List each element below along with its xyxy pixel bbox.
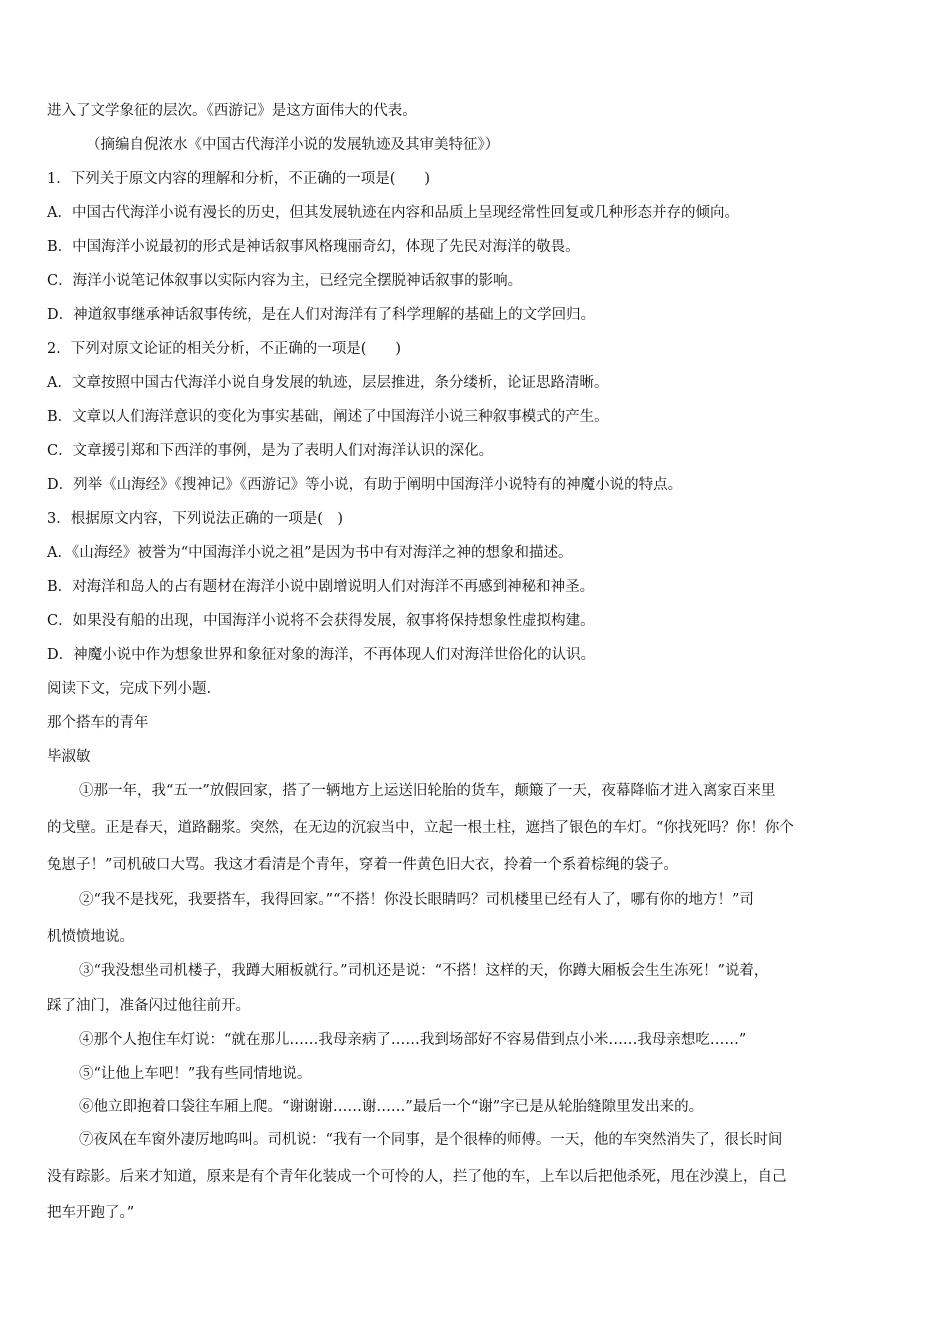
story-line: 的戈壁。正是春天，道路翻浆。突然，在无边的沉寂当中，立起一根土柱，遮挡了银色的车灯。“你找死吗？你！你个 xyxy=(47,820,794,836)
story-line: 没有踪影。后来才知道，原来是有个青年化装成一个可怜的人，拦了他的车，上车以后把他杀死，甩在沙漠上，自己 xyxy=(47,1169,787,1185)
question-option: A．文章按照中国古代海洋小说自身发展的轨迹，层层推进，条分缕析，论证思路清晰。 xyxy=(47,375,609,391)
reading-instruction: 阅读下文，完成下列小题. xyxy=(47,681,212,697)
question-option: D．列举《山海经》《搜神记》《西游记》等小说，有助于阐明中国海洋小说特有的神魔小说的特点。 xyxy=(47,477,683,493)
question-option: B．文章以人们海洋意识的变化为事实基础，阐述了中国海洋小说三种叙事模式的产生。 xyxy=(47,409,609,425)
question-option: C．海洋小说笔记体叙事以实际内容为主，已经完全摆脱神话叙事的影响。 xyxy=(47,273,523,289)
story-line: 兔崽子！”司机破口大骂。我这才看清是个青年，穿着一件黄色旧大衣，拎着一个系着棕绳的袋子。 xyxy=(47,857,678,873)
story-line: 把车开跑了。” xyxy=(47,1205,135,1221)
story-line: ⑤“让他上车吧！”我有些同情地说。 xyxy=(79,1066,312,1082)
story-line: 机愤愤地说。 xyxy=(47,929,134,945)
question-stem: 3．根据原文内容，下列说法正确的一项是( ) xyxy=(47,511,344,527)
question-option: B．对海洋和岛人的占有题材在海洋小说中剧增说明人们对海洋不再感到神秘和神圣。 xyxy=(47,579,595,595)
source-citation: （摘编自倪浓水《中国古代海洋小说的发展轨迹及其审美特征》） xyxy=(86,137,500,153)
question-stem: 1．下列关于原文内容的理解和分析，不正确的一项是( ) xyxy=(47,171,431,187)
intro-text: 进入了文学象征的层次。《西游记》是这方面伟大的代表。 xyxy=(47,103,417,119)
question-option: B．中国海洋小说最初的形式是神话叙事风格瑰丽奇幻，体现了先民对海洋的敬畏。 xyxy=(47,239,580,255)
story-line: ①那一年，我“五一”放假回家，搭了一辆地方上运送旧轮胎的货车，颠簸了一天，夜幕降临才进入离家百来里 xyxy=(79,783,776,799)
question-option: A．中国古代海洋小说有漫长的历史，但其发展轨迹在内容和品质上呈现经常性回复或几种形态并存的倾向。 xyxy=(47,205,739,221)
story-line: ②“我不是找死，我要搭车，我得回家。”“不搭！你没长眼睛吗？司机楼里已经有人了，哪有你的地方！”司 xyxy=(79,892,754,908)
question-option: D．神道叙事继承神话叙事传统，是在人们对海洋有了科学理解的基础上的文学回归。 xyxy=(47,307,596,323)
question-stem: 2．下列对原文论证的相关分析，不正确的一项是( ) xyxy=(47,341,402,357)
story-line: ⑥他立即抱着口袋往车厢上爬。“谢谢谢……谢……”最后一个“谢”字已是从轮胎缝隙里发出来的。 xyxy=(79,1099,704,1115)
question-option: D．神魔小说中作为想象世界和象征对象的海洋，不再体现人们对海洋世俗化的认识。 xyxy=(47,647,596,663)
story-line: ⑦夜风在车窗外凄厉地呜叫。司机说：“我有一个同事，是个很棒的师傅。一天，他的车突然消失了，很长时间 xyxy=(79,1132,783,1148)
story-line: ④那个人抱住车灯说：“就在那儿……我母亲病了……我到场部好不容易借到点小米……我母亲想吃……” xyxy=(79,1032,747,1048)
question-option: C．如果没有船的出现，中国海洋小说将不会获得发展，叙事将保持想象性虚拟构建。 xyxy=(47,613,595,629)
story-author: 毕淑敏 xyxy=(47,749,91,765)
story-line: ③“我没想坐司机楼子，我蹲大厢板就行。”司机还是说：“不搭！这样的天，你蹲大厢板会生生冻死！”说着， xyxy=(79,963,769,979)
story-title: 那个搭车的青年 xyxy=(47,715,149,731)
question-option: A．《山海经》被誉为“中国海洋小说之祖”是因为书中有对海洋之神的想象和描述。 xyxy=(47,545,573,561)
story-line: 踩了油门，准备闪过他往前开。 xyxy=(47,998,250,1014)
question-option: C．文章援引郑和下西洋的事例，是为了表明人们对海洋认识的深化。 xyxy=(47,443,494,459)
